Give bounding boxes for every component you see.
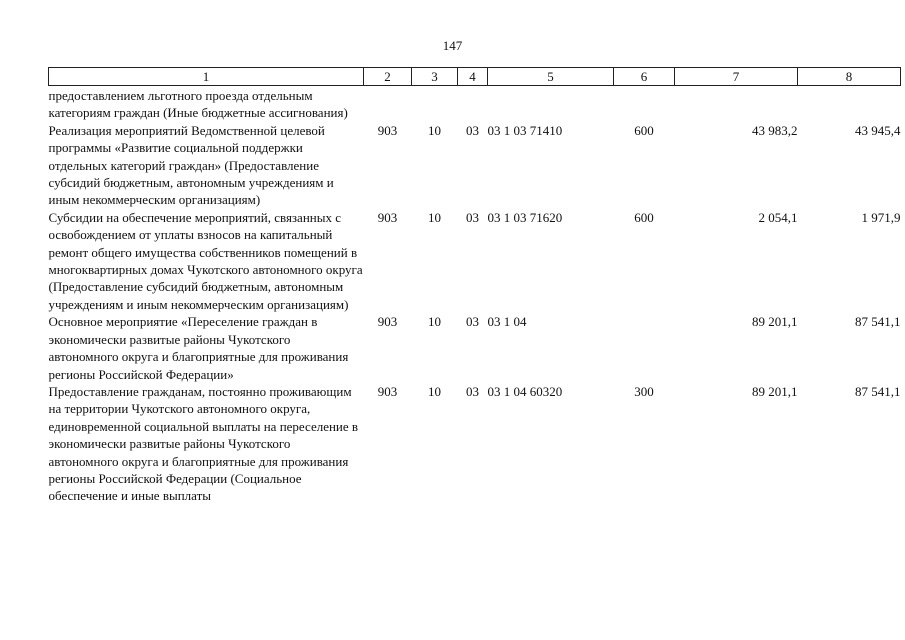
row-amount-executed: 87 541,1	[855, 383, 901, 399]
row-section-code	[412, 86, 458, 122]
column-header: 2	[364, 68, 412, 86]
row-description: Субсидии на обеспечение мероприятий, связанных с освобождением от уплаты взносов на капитальный ремонт общего имущества собственников помещений в многоквартирных домах Чукотского автономного округа (Предоставление субсидий бюджетным, автономным учреждениям и иным некоммерческим организациям)	[48, 209, 363, 312]
row-ministry-code: 903	[377, 209, 398, 225]
column-header: 3	[412, 68, 458, 86]
page-number: 147	[442, 38, 463, 53]
row-ministry-code	[364, 86, 412, 122]
row-ministry-code: 903	[377, 122, 398, 138]
row-subsection-code: 03	[466, 314, 479, 330]
row-subsection-code	[458, 86, 488, 122]
row-amount-executed: 87 541,1	[855, 314, 901, 330]
row-target-article-code: 03 1 03 71620	[487, 209, 563, 225]
row-ministry-code: 903	[377, 314, 398, 330]
row-section-code: 10	[428, 314, 441, 330]
row-amount-planned: 89 201,1	[752, 383, 798, 399]
column-header: 7	[675, 68, 798, 86]
table-row	[49, 383, 901, 505]
row-expense-type-code: 600	[634, 209, 654, 225]
row-target-article-code: 03 1 04	[487, 314, 527, 330]
row-amount-planned	[675, 86, 798, 122]
row-amount-executed: 1 971,9	[861, 209, 901, 225]
row-expense-type-code: 300	[634, 383, 654, 399]
table-row	[49, 209, 901, 313]
column-header: 1	[49, 68, 364, 86]
table-row	[49, 86, 901, 122]
column-header: 4	[458, 68, 488, 86]
row-description: Предоставление гражданам, постоянно проживающим на территории Чукотского автономного округа, единовременной социальной выплаты на переселение в экономически развитые районы Чукотского автономного округа и благоприятные для проживания регионы Российской Федерации (Социальное обеспечение и иные выплаты	[48, 383, 359, 504]
row-subsection-code: 03	[466, 122, 479, 138]
row-amount-executed	[798, 86, 901, 122]
row-expense-type-code	[614, 313, 675, 383]
row-section-code: 10	[428, 383, 441, 399]
table-row	[49, 313, 901, 383]
column-header: 6	[614, 68, 675, 86]
row-amount-planned: 2 054,1	[758, 209, 798, 225]
row-target-article-code: 03 1 03 71410	[487, 122, 563, 138]
row-section-code: 10	[428, 209, 441, 225]
column-header: 5	[488, 68, 614, 86]
row-description: Основное мероприятие «Переселение граждан в экономически развитые районы Чукотского автономного округа и благоприятные для проживания регионы Российской Федерации»	[48, 314, 349, 382]
row-subsection-code: 03	[466, 383, 479, 399]
row-subsection-code: 03	[466, 209, 479, 225]
row-amount-executed: 43 945,4	[855, 122, 901, 138]
row-target-article-code	[488, 86, 614, 122]
row-target-article-code: 03 1 04 60320	[487, 383, 563, 399]
row-description: предоставлением льготного проезда отдельным категориям граждан (Иные бюджетные ассигнования)	[48, 88, 348, 121]
row-section-code: 10	[428, 122, 441, 138]
row-amount-planned: 43 983,2	[752, 122, 798, 138]
table-header-row	[49, 68, 901, 86]
table-row	[49, 122, 901, 209]
row-description: Реализация мероприятий Ведомственной целевой программы «Развитие социальной поддержки отдельных категорий граждан» (Предоставление субсидий бюджетным, автономным учреждениям и иным некоммерческим организациям)	[48, 122, 334, 208]
column-header: 8	[798, 68, 901, 86]
row-amount-planned: 89 201,1	[752, 314, 798, 330]
row-ministry-code: 903	[377, 383, 398, 399]
row-expense-type-code	[614, 86, 675, 122]
budget-table	[48, 67, 901, 505]
row-expense-type-code: 600	[634, 122, 654, 138]
